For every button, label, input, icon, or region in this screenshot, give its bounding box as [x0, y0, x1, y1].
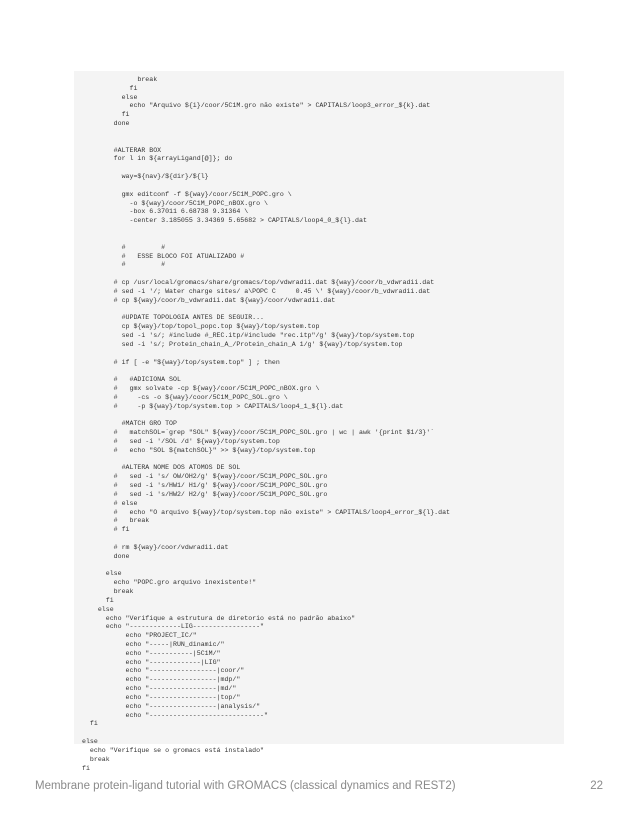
code-block [74, 71, 564, 772]
footer-document-title: Membrane protein-ligand tutorial with GROMACS (classical dynamics and REST2) [35, 780, 456, 792]
code-listing: break fi else echo "Arquivo ${i}/coor/5C1M.gro não existe" > CAPITALS/loop3_error_${k}.dat fi done #ALTERAR BOX for l in ${arrayLigand[@]}; do way=${nav}/${dir}/${l} gmx editconf -f ${way}/coor/5C1M_POPC.gro \ -o ${way}/coor/5C1M_POPC_nBOX.gro \ -box 6.37011 6.68738 9.31364 \ -center 3.185055 3.34369 5.65682 > CAPITALS/loop4_0_${l}.dat # # # ESSE BLOCO FOI ATUALIZADO # # # # cp /usr/local/gromacs/share/gromacs/top/vdwradii.dat ${way}/coor/b_vdwradii.dat # sed -i '/; Water charge sites/ a\POPC C 0.45 \' ${way}/coor/b_vdwradii.dat # cp ${way}/coor/b_vdwradii.dat ${way}/coor/vdwradii.dat #UPDATE TOPOLOGIA ANTES DE SEGUIR... cp ${way}/top/topol_popc.top ${way}/top/system.top sed -i 's/; #include #_REC.itp/#include "rec.itp"/g' ${way}/top/system.top sed -i 's/; Protein_chain_A_/Protein_chain_A 1/g' ${way}/top/system.top # if [ -e "${way}/top/system.top" ] ; then # #ADICIONA SOL # gmx solvate -cp ${way}/coor/5C1M_POPC_nBOX.gro \ # -cs -o ${way}/coor/5C1M_POPC_SOL.gro \ # -p ${way}/top/system.top > CAPITALS/loop4_1_${l}.dat #MATCH GRO TOP # matchSOL=`grep "SOL" ${way}/coor/5C1M_POPC_SOL.gro | wc | awk '{print $1/3}'` # sed -i '/SOL /d' ${way}/top/system.top # echo "SOL ${matchSOL}" >> ${way}/top/system.top #ALTERA NOME DOS ATOMOS DE SOL # sed -i 's/ OW/OH2/g' ${way}/coor/5C1M_POPC_SOL.gro # sed -i 's/HW1/ H1/g' ${way}/coor/5C1M_POPC_SOL.gro # sed -i 's/HW2/ H2/g' ${way}/coor/5C1M_POPC_SOL.gro # else # echo "O arquivo ${way}/top/system.top não existe" > CAPITALS/loop4_error_${l}.dat # break # fi # rm ${way}/coor/vdwradii.dat done else echo "POPC.gro arquivo inexistente!" break fi else echo "Verifique a estrutura de diretorio está no padrão abaixo" echo "-------------LIG-----------------" echo "PROJECT_IC/" echo "-----|RUN_dinamic/" echo "-----------|5C1M/" echo "-------------|LIG" echo "-----------------|coor/" echo "-----------------|mdp/" echo "-----------------|md/" echo "-----------------|top/" echo "-----------------|analysis/" echo "-----------------------------" fi else echo "Verifique se o gromacs está instalado" break fi [82, 76, 450, 772]
footer-page-number: 22 [590, 780, 603, 792]
